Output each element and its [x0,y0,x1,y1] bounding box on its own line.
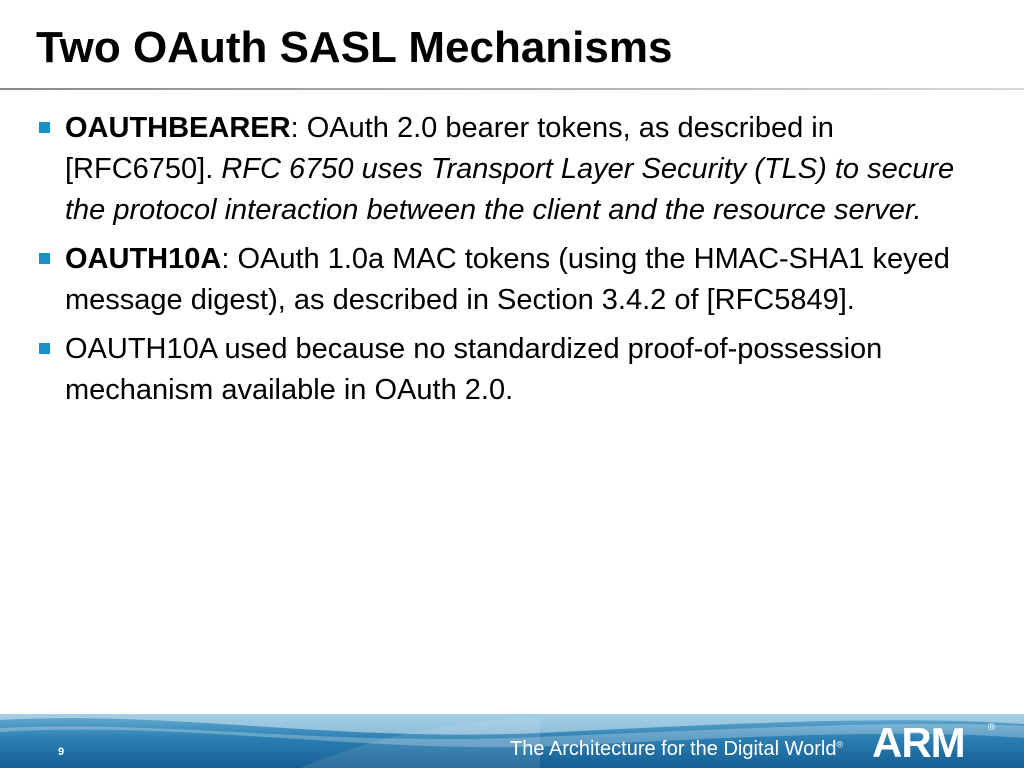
slide-title: Two OAuth SASL Mechanisms [36,23,673,72]
tagline-text: The Architecture for the Digital World [510,738,837,760]
footer-band [0,714,1024,768]
arm-logo: ARM [872,719,965,766]
bullet-body: OAUTH10A used because no standardized proof-of-possession mechanism available in OAuth 2.0. [65,333,883,406]
footer-tagline [510,738,843,761]
bullet-text [65,112,954,226]
bullet-separator: : [221,243,238,275]
page-number: 9 [58,746,65,758]
bullet-term: OAUTHBEARER [65,112,291,144]
bullet-item-rationale [36,329,986,411]
logo-registered-mark: ® [988,722,996,733]
bullet-body: OAuth 2.0 bearer tokens, as described in [RFC6750]. [65,112,834,185]
bullet-text [65,243,950,316]
bullet-body: OAuth 1.0a MAC tokens (using the HMAC-SHA1 keyed message digest), as described in Section 3.4.2 of [RFC5849]. [65,243,950,316]
title-divider [0,88,1024,90]
bullet-term: OAUTH10A [65,243,222,275]
square-bullet-icon [39,343,50,354]
tagline-registered-mark: ® [836,739,844,750]
bullet-italic-note: RFC 6750 uses Transport Layer Security (TLS) to secure the protocol interaction between the client and the resource server. [65,153,955,226]
bullet-item-oauthbearer [36,108,986,231]
square-bullet-icon [39,253,50,264]
bullet-item-oauth10a [36,239,986,321]
square-bullet-icon [39,122,50,133]
bullet-separator: : [290,112,307,144]
bullet-text [65,333,882,406]
bullet-list [36,108,986,419]
